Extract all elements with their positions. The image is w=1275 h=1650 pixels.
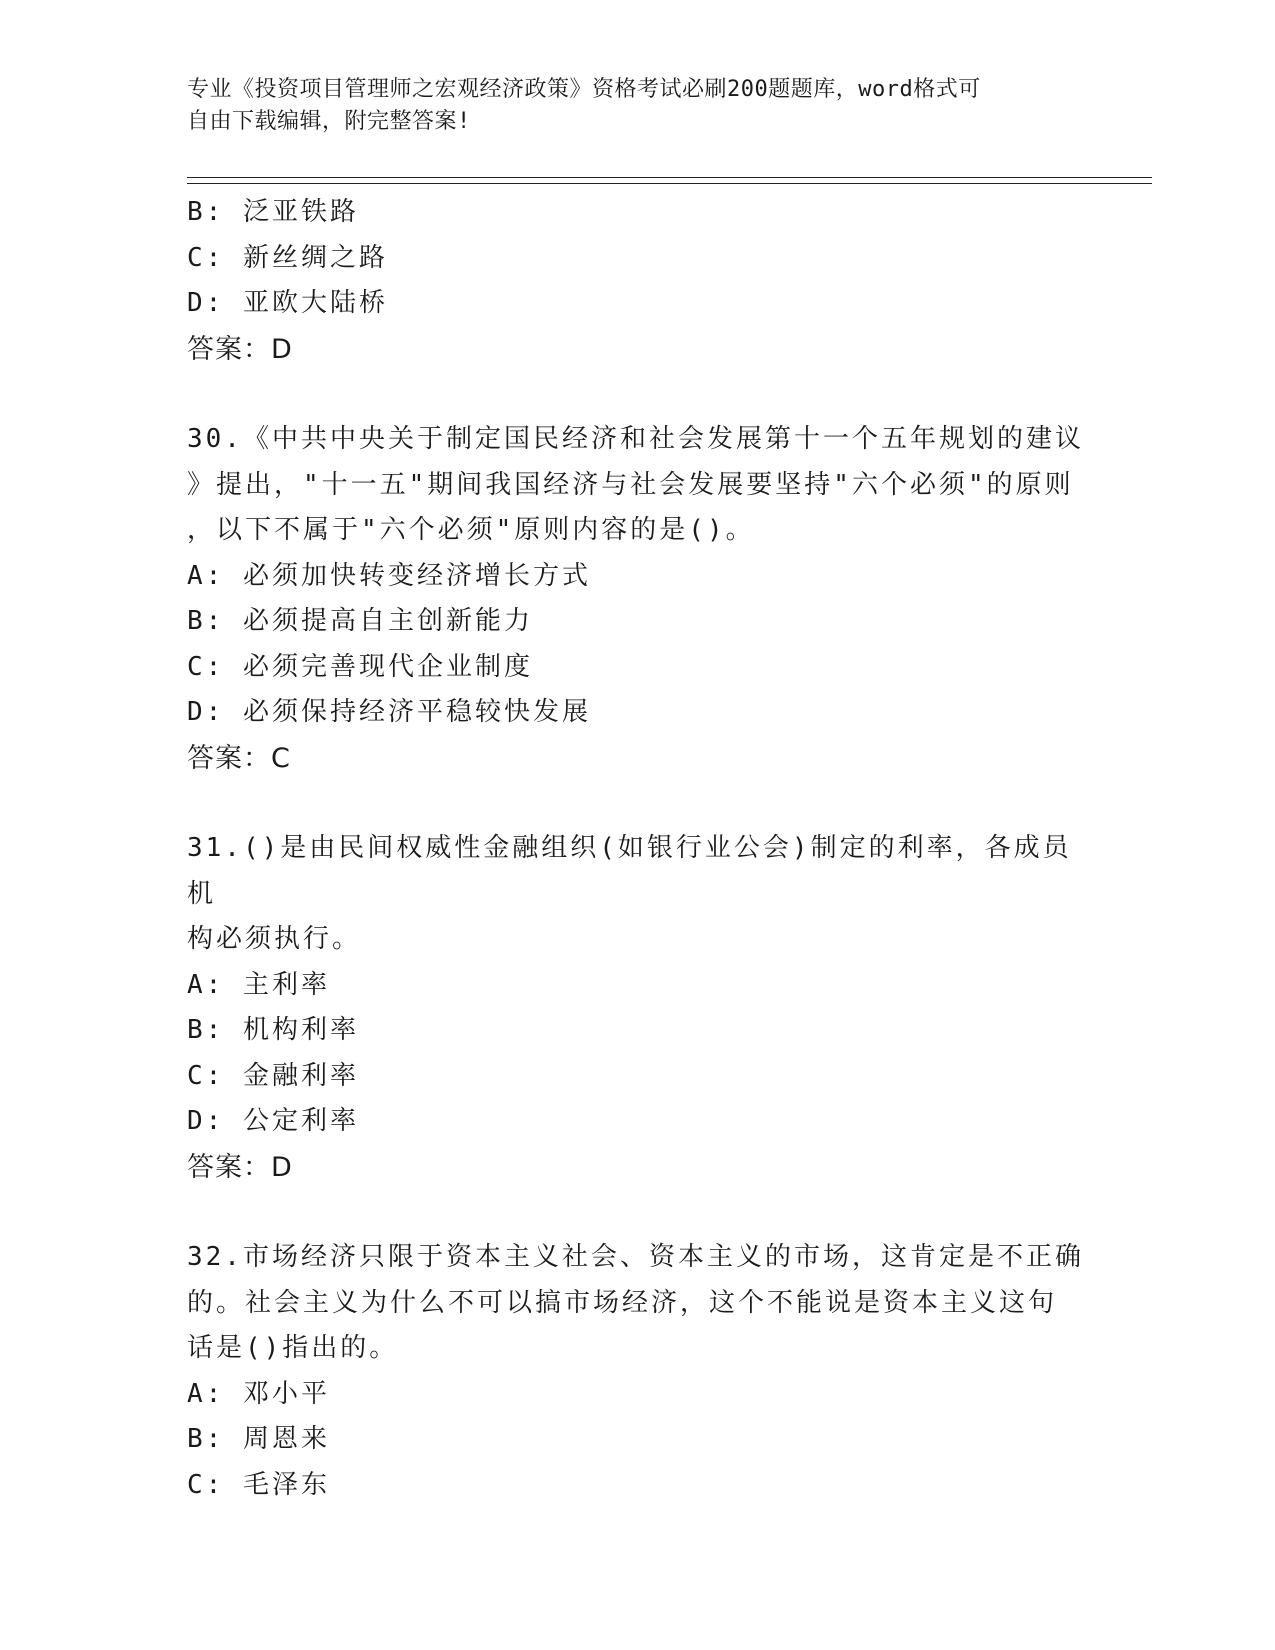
- question-31: [187, 826, 1087, 1190]
- option-a: A: 主利率: [187, 969, 330, 1000]
- option-d: D: 亚欧大陆桥: [187, 288, 388, 318]
- option-c: C: 毛泽东: [187, 1469, 330, 1500]
- question-32: [187, 1235, 1087, 1508]
- option-c: C: 新丝绸之路: [187, 242, 388, 273]
- spacer: [187, 1190, 1087, 1235]
- option-c: C: 必须完善现代企业制度: [187, 651, 533, 682]
- header-line-2: 自由下载编辑，附完整答案!: [187, 109, 471, 134]
- question-stem-line: 的。社会主义为什么不可以搞市场经济，这个不能说是资本主义这句: [187, 1287, 1058, 1318]
- question-stem-line: 》提出，"十一五"期间我国经济与社会发展要坚持"六个必须"的原则: [187, 469, 1074, 500]
- option-d: D: 必须保持经济平稳较快发展: [187, 697, 591, 727]
- option-a: A: 邓小平: [187, 1378, 330, 1409]
- question-stem-line: 31.()是由民间权威性金融组织(如银行业公会)制定的利率，各成员机: [187, 833, 1072, 909]
- question-stem-line: ，以下不属于"六个必须"原则内容的是()。: [187, 515, 755, 545]
- question-stem-line: 32.市场经济只限于资本主义社会、资本主义的市场，这肯定是不正确: [187, 1242, 1084, 1272]
- answer: 答案：C: [187, 742, 291, 774]
- question-stem-line: 30.《中共中央关于制定国民经济和社会发展第十一个五年规划的建议: [187, 424, 1084, 454]
- question-stem-line: 构必须执行。: [187, 924, 362, 954]
- answer: 答案：D: [187, 1151, 293, 1183]
- answer: 答案：D: [187, 333, 293, 365]
- option-c: C: 金融利率: [187, 1060, 359, 1091]
- question-stem-line: 话是()指出的。: [187, 1333, 399, 1363]
- question-list: [187, 190, 1087, 1508]
- option-d: D: 公定利率: [187, 1106, 359, 1136]
- option-b: B: 必须提高自主创新能力: [187, 606, 533, 636]
- option-b: B: 泛亚铁路: [187, 197, 359, 227]
- header-line-1: 专业《投资项目管理师之宏观经济政策》资格考试必刷200题题库，word格式可: [187, 77, 981, 102]
- spacer: [187, 372, 1087, 417]
- option-b: B: 周恩来: [187, 1424, 330, 1454]
- header-divider: [187, 177, 1152, 184]
- spacer: [187, 781, 1087, 826]
- question-30: [187, 417, 1087, 781]
- option-a: A: 必须加快转变经济增长方式: [187, 560, 591, 591]
- document-header: [187, 74, 1087, 138]
- question-29: [187, 190, 1087, 372]
- option-b: B: 机构利率: [187, 1015, 359, 1045]
